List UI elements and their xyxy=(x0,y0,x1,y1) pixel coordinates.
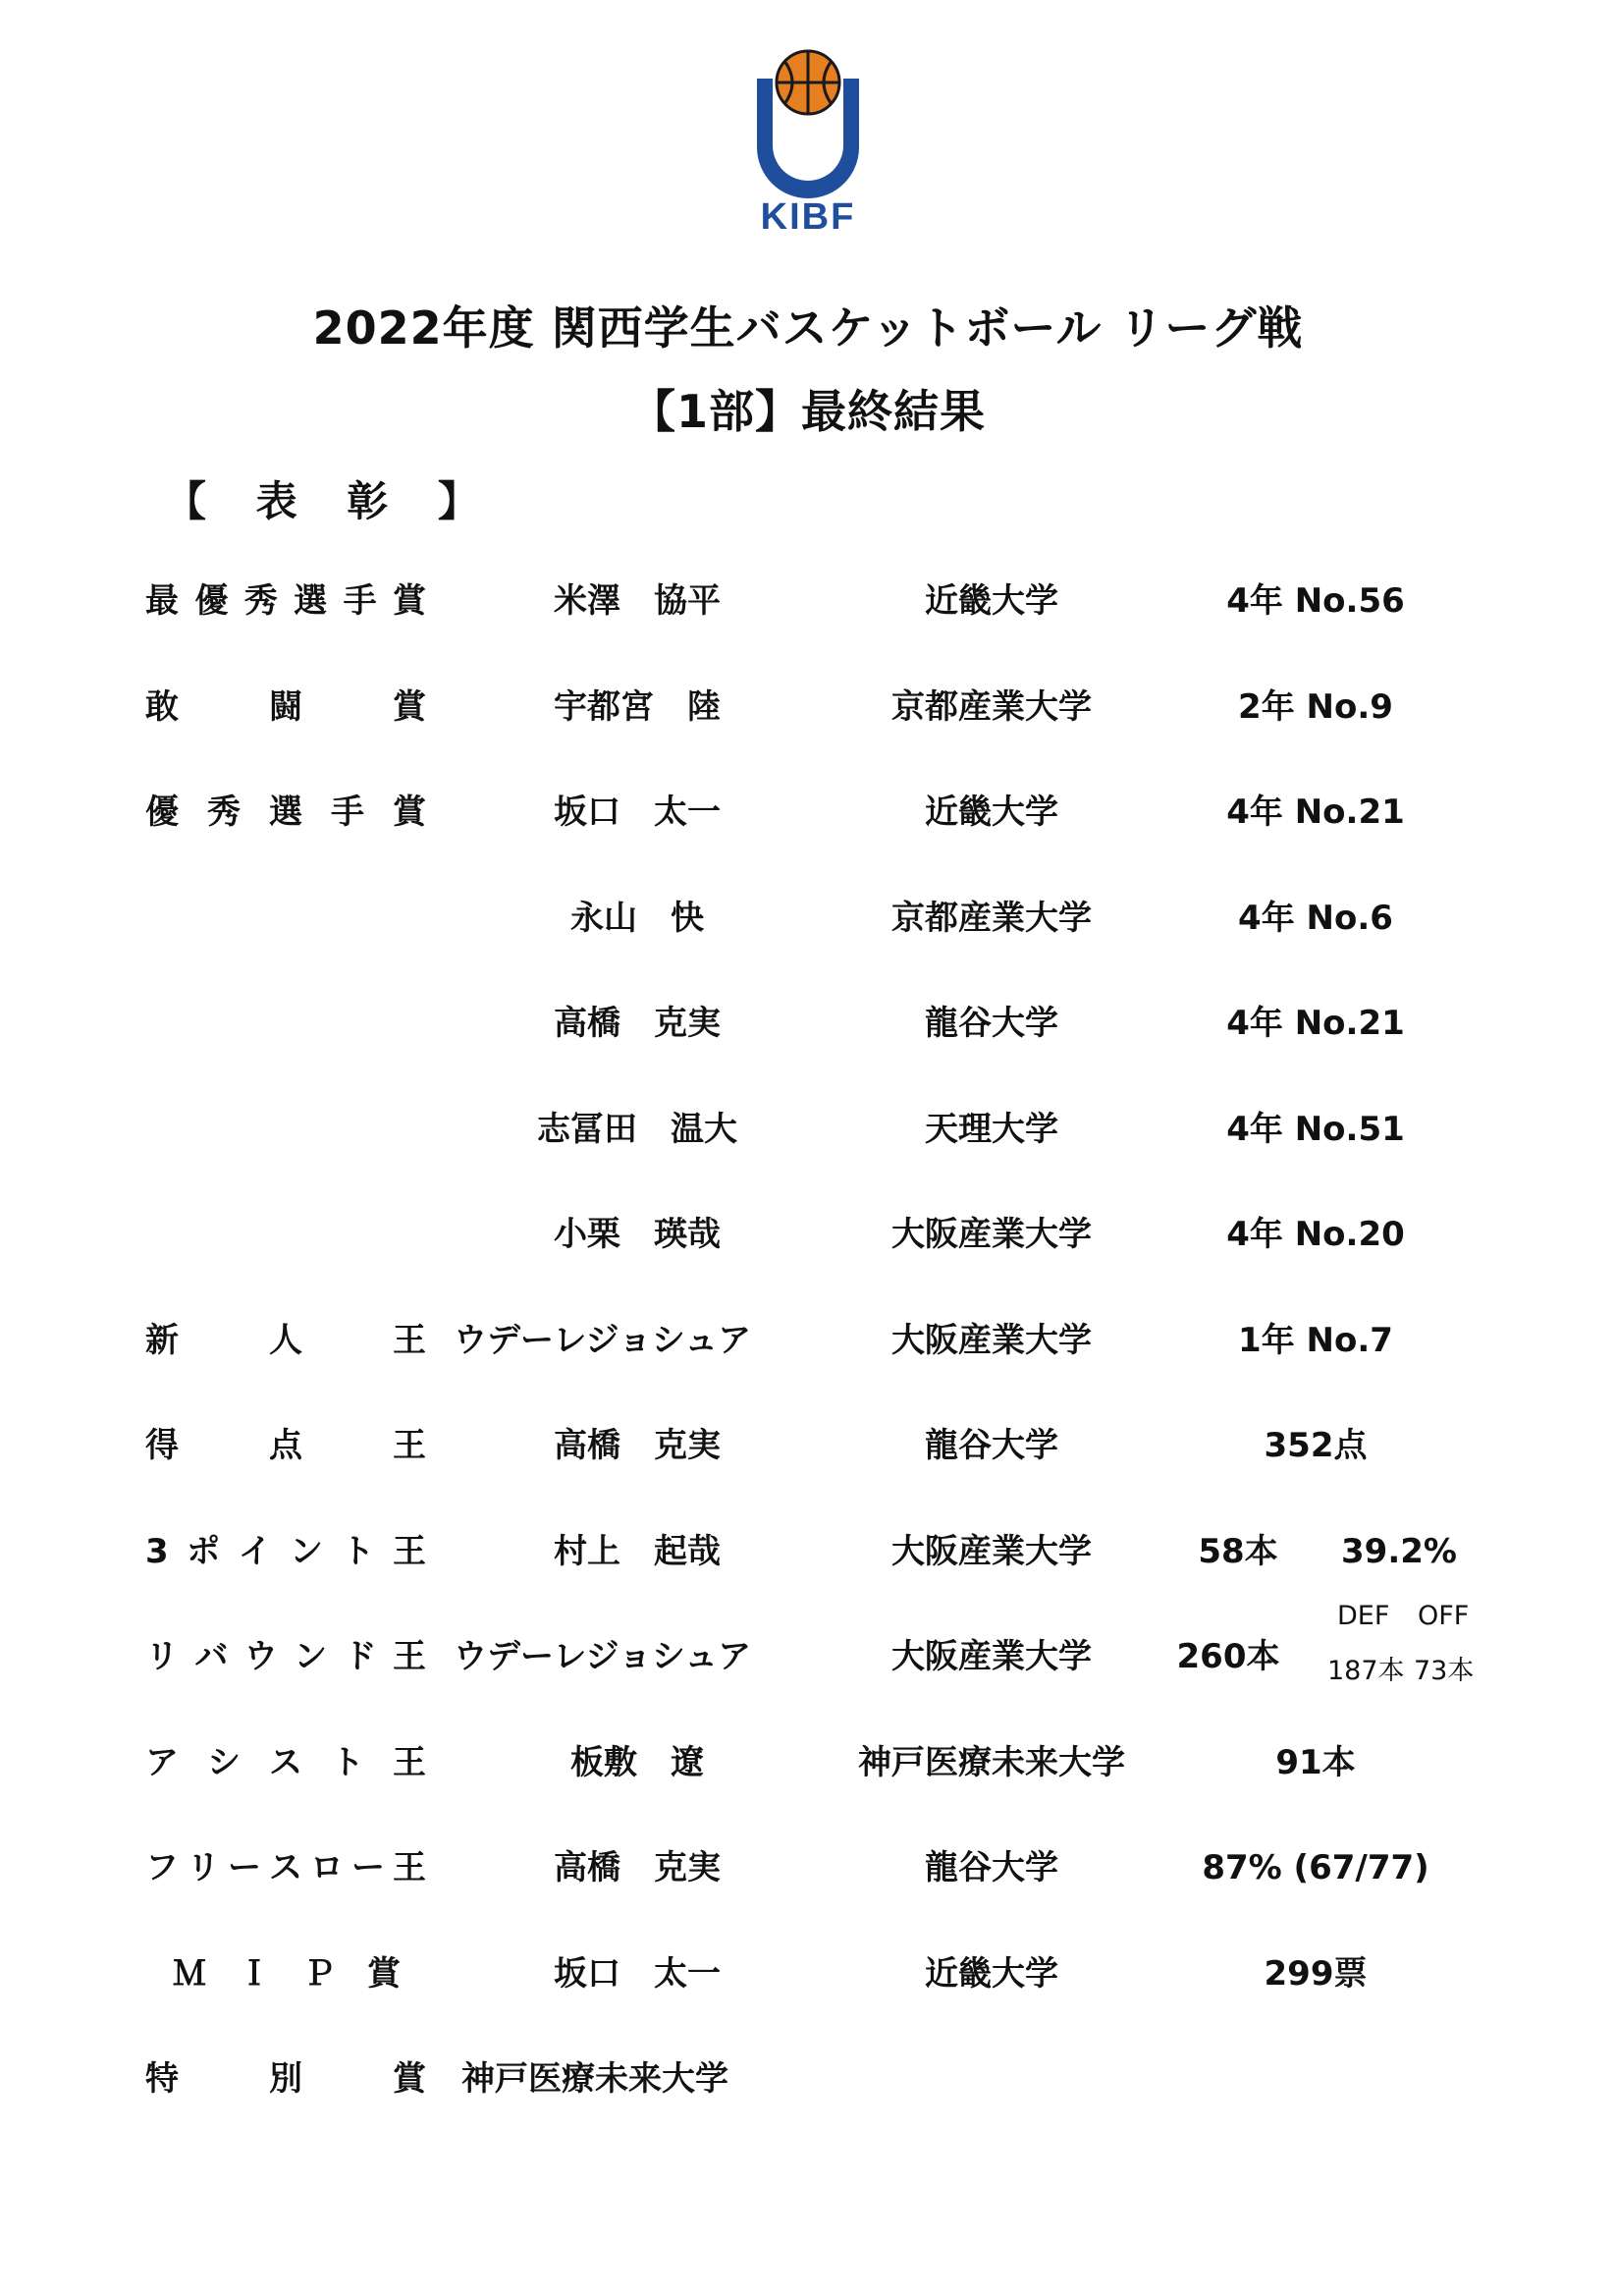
award-title-char: 賞 xyxy=(393,793,426,832)
school-name: 近畿大学 xyxy=(925,581,1058,621)
award-row xyxy=(0,678,1616,737)
winner-name: 志冨田 温大 xyxy=(537,1109,737,1149)
award-title-char: 選 xyxy=(269,793,302,832)
award-row xyxy=(0,783,1616,842)
award-title xyxy=(145,1311,426,1370)
award-title-char: 王 xyxy=(393,1848,426,1887)
award-title-char: 秀 xyxy=(207,793,241,832)
winner-name: ウデーレジョシュア xyxy=(454,1637,752,1676)
award-stat: 4年 No.21 xyxy=(1226,1004,1405,1043)
award-row xyxy=(0,572,1616,630)
award-title-char: Ｐ xyxy=(302,1953,336,1994)
award-title xyxy=(145,783,426,842)
award-title-char: 優 xyxy=(194,581,229,621)
award-stat-primary: 58本 xyxy=(1198,1531,1278,1571)
school-name: 天理大学 xyxy=(925,1109,1058,1149)
school-name: 大阪産業大学 xyxy=(891,1637,1092,1676)
award-title-char: 得 xyxy=(145,1426,179,1465)
award-title-char: 最 xyxy=(145,581,179,621)
page-title: 2022年度 関西学生バスケットボール リーグ戦 xyxy=(312,301,1304,355)
award-title xyxy=(145,994,426,1053)
rebound-def-value: 187本 xyxy=(1327,1656,1405,1686)
winner-name: 神戸医療未来大学 xyxy=(461,2059,728,2099)
award-row xyxy=(0,2050,1616,2108)
award-title-char: イ xyxy=(238,1531,272,1571)
award-stat: 91本 xyxy=(1275,1742,1356,1782)
award-stat: 4年 No.21 xyxy=(1226,793,1405,832)
school-name: 神戸医療未来大学 xyxy=(858,1742,1125,1782)
award-title-char: 王 xyxy=(392,1637,426,1676)
school-name: 龍谷大学 xyxy=(925,1004,1058,1043)
award-title xyxy=(173,1944,401,2003)
award-title-char: リ xyxy=(187,1848,220,1887)
award-title-char: 敢 xyxy=(145,686,179,727)
award-stat: 4年 No.6 xyxy=(1238,898,1393,938)
award-row xyxy=(0,1838,1616,1897)
section-heading: 【 表 彰 】 xyxy=(165,477,497,525)
rebound-off-label: OFF xyxy=(1418,1601,1470,1631)
award-title-char: 闘 xyxy=(269,686,302,727)
award-title xyxy=(145,889,426,948)
school-name: 大阪産業大学 xyxy=(891,1531,1092,1571)
award-stat: 299票 xyxy=(1264,1953,1368,1994)
award-row xyxy=(0,1522,1616,1581)
school-name: 京都産業大学 xyxy=(891,686,1092,727)
award-title-char: 賞 xyxy=(367,1953,401,1994)
winner-name: 坂口 太一 xyxy=(554,793,721,832)
award-title-char: 秀 xyxy=(243,581,278,621)
award-title-char: ト xyxy=(331,1742,364,1782)
award-title xyxy=(145,1733,426,1792)
award-row xyxy=(0,1944,1616,2003)
winner-name: 永山 快 xyxy=(570,898,704,938)
award-title-char: 特 xyxy=(145,2059,179,2099)
award-title-char: 王 xyxy=(393,1320,426,1360)
award-title-char: 別 xyxy=(269,2059,302,2099)
winner-name: 小栗 瑛哉 xyxy=(554,1215,721,1254)
winner-name: 板敷 遼 xyxy=(570,1742,704,1782)
award-row xyxy=(0,889,1616,948)
award-stat-secondary: 39.2% xyxy=(1341,1531,1457,1571)
award-stat-primary: 260本 xyxy=(1176,1637,1280,1676)
award-title-char: リ xyxy=(145,1637,179,1676)
award-row xyxy=(0,1311,1616,1370)
winner-name: 高橋 克実 xyxy=(554,1848,721,1887)
award-title-char: 点 xyxy=(269,1426,302,1465)
award-row xyxy=(0,1416,1616,1475)
award-title-char: 王 xyxy=(393,1742,426,1782)
award-title-char: Ｍ xyxy=(173,1953,206,1994)
award-title-char: 賞 xyxy=(393,686,426,727)
award-stat: 2年 No.9 xyxy=(1238,686,1393,727)
award-title-char: ア xyxy=(145,1742,179,1782)
award-title-char: ポ xyxy=(187,1531,221,1571)
award-title-char: 手 xyxy=(331,793,364,832)
award-title xyxy=(145,678,426,737)
award-title-char: 優 xyxy=(145,793,179,832)
award-stat: 4年 No.51 xyxy=(1226,1109,1405,1149)
award-title-char: 選 xyxy=(294,581,328,621)
school-name: 龍谷大学 xyxy=(925,1848,1058,1887)
award-title-char: 王 xyxy=(392,1531,426,1571)
award-title-char: ト xyxy=(341,1531,375,1571)
award-title-char: 手 xyxy=(343,581,377,621)
school-name: 近畿大学 xyxy=(925,1953,1058,1994)
winner-name: 米澤 協平 xyxy=(554,581,721,621)
school-name: 龍谷大学 xyxy=(925,1426,1058,1465)
winner-name: 高橋 克実 xyxy=(554,1426,721,1465)
award-title-char: 人 xyxy=(269,1320,302,1360)
award-title-char: 賞 xyxy=(392,581,426,621)
award-row xyxy=(0,1100,1616,1159)
award-title-char: ド xyxy=(343,1637,377,1676)
award-title xyxy=(145,572,426,630)
award-row xyxy=(0,1205,1616,1264)
award-title-char: ロ xyxy=(310,1848,344,1887)
award-title-char: ー xyxy=(351,1848,385,1887)
award-row xyxy=(0,994,1616,1053)
award-stat: 4年 No.56 xyxy=(1226,581,1405,621)
award-title-char: ス xyxy=(269,1848,302,1887)
award-title xyxy=(145,1100,426,1159)
winner-name: ウデーレジョシュア xyxy=(454,1320,752,1360)
school-name: 大阪産業大学 xyxy=(891,1215,1092,1254)
award-title-char: 新 xyxy=(145,1320,179,1360)
award-title-char: Ｉ xyxy=(238,1953,271,1994)
winner-name: 村上 起哉 xyxy=(554,1531,721,1571)
award-title-char: ー xyxy=(228,1848,261,1887)
award-title-char: ン xyxy=(294,1637,328,1676)
award-title-char: 賞 xyxy=(393,2059,426,2099)
award-title xyxy=(145,1522,426,1581)
winner-name: 高橋 克実 xyxy=(554,1004,721,1043)
school-name: 近畿大学 xyxy=(925,793,1058,832)
winner-name: 坂口 太一 xyxy=(554,1953,721,1994)
award-title xyxy=(145,1416,426,1475)
award-stat: 4年 No.20 xyxy=(1226,1215,1405,1254)
award-stat: 352点 xyxy=(1264,1426,1368,1465)
award-title xyxy=(145,1627,426,1686)
award-title-char: ウ xyxy=(243,1637,278,1676)
award-title-char: 王 xyxy=(393,1426,426,1465)
award-stat: 87% (67/77) xyxy=(1202,1848,1429,1887)
award-title-char: 3 xyxy=(145,1531,169,1571)
award-stat: 1年 No.7 xyxy=(1238,1320,1393,1360)
winner-name: 宇都宮 陸 xyxy=(554,686,721,727)
award-row xyxy=(0,1733,1616,1792)
award-title xyxy=(145,2050,426,2108)
kibf-logo xyxy=(749,39,867,246)
school-name: 京都産業大学 xyxy=(891,898,1092,938)
award-title-char: フ xyxy=(145,1848,179,1887)
rebound-off-value: 73本 xyxy=(1414,1656,1475,1686)
page-subtitle: 【1部】最終結果 xyxy=(629,385,986,438)
award-title-char: ン xyxy=(290,1531,324,1571)
award-title xyxy=(145,1205,426,1264)
school-name: 大阪産業大学 xyxy=(891,1320,1092,1360)
award-row xyxy=(0,1601,1616,1686)
award-title-char: シ xyxy=(207,1742,241,1782)
award-title xyxy=(145,1838,426,1897)
rebound-def-label: DEF xyxy=(1337,1601,1390,1631)
award-title-char: バ xyxy=(194,1637,229,1676)
award-title-char: ス xyxy=(269,1742,302,1782)
logo-text: KIBF xyxy=(760,196,856,238)
